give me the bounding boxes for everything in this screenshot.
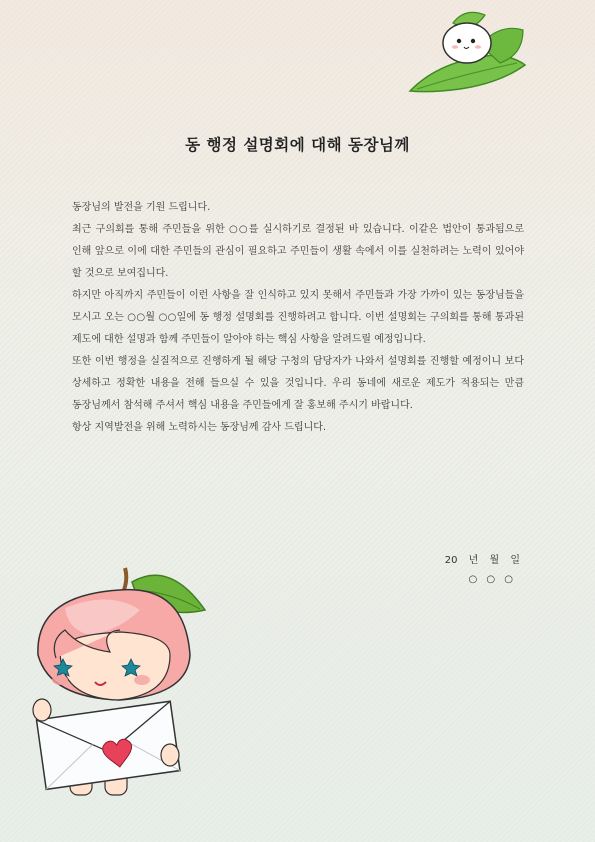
letter-date: 20 년 월 일: [444, 555, 520, 566]
paragraph-purpose: 하지만 아직까지 주민들이 이런 사항을 잘 인식하고 있지 못해서 주민들과 가장 가까이 있는 동장님들을 모시고 오는 ○○월 ○○일에 동 행정 설명회를 진행하려고 합니다. 이번 설명회는 구의회를 통해 통과된 제도에 대한 설명과 함께 주민들이 알아야 하는 핵심 사항을 알려드릴 예정입니다.: [72, 290, 524, 345]
paragraph-background: 최근 구의회를 통해 주민들을 위한 ○○를 실시하기로 결정된 바 있습니다. 이같은 법안이 통과됨으로 인해 앞으로 이에 대한 주민들의 관심이 필요하고 주민들이 생활 속에서 이를 실천하려는 노력이 있어야 할 것으로 보여집니다.: [72, 224, 524, 279]
paragraph-details: 또한 이번 행정을 실질적으로 진행하게 될 해당 구청의 담당자가 나와서 설명회를 진행할 예정이니 보다 상세하고 정확한 내용을 전해 들으실 수 있을 것입니다. 우리 동네에 새로운 제도가 적용되는 만큼 동장님께서 참석해 주셔서 핵심 내용을 주민들에게 잘 홍보해 주시기 바랍니다.: [72, 356, 524, 411]
letter-signer: ○ ○ ○: [468, 574, 516, 585]
letter-title: 동 행정 설명회에 대해 동장님께: [185, 136, 410, 155]
paragraph-closing: 항상 지역발전을 위해 노력하시는 동장님께 감사 드립니다.: [72, 422, 327, 433]
peach-character-holding-heart-letter-icon: [20, 560, 215, 805]
paragraph-greeting: 동장님의 발전을 기원 드립니다.: [72, 202, 211, 213]
cotton-ball-character-on-leaf-icon: [405, 5, 530, 95]
letter-body: [72, 197, 524, 439]
